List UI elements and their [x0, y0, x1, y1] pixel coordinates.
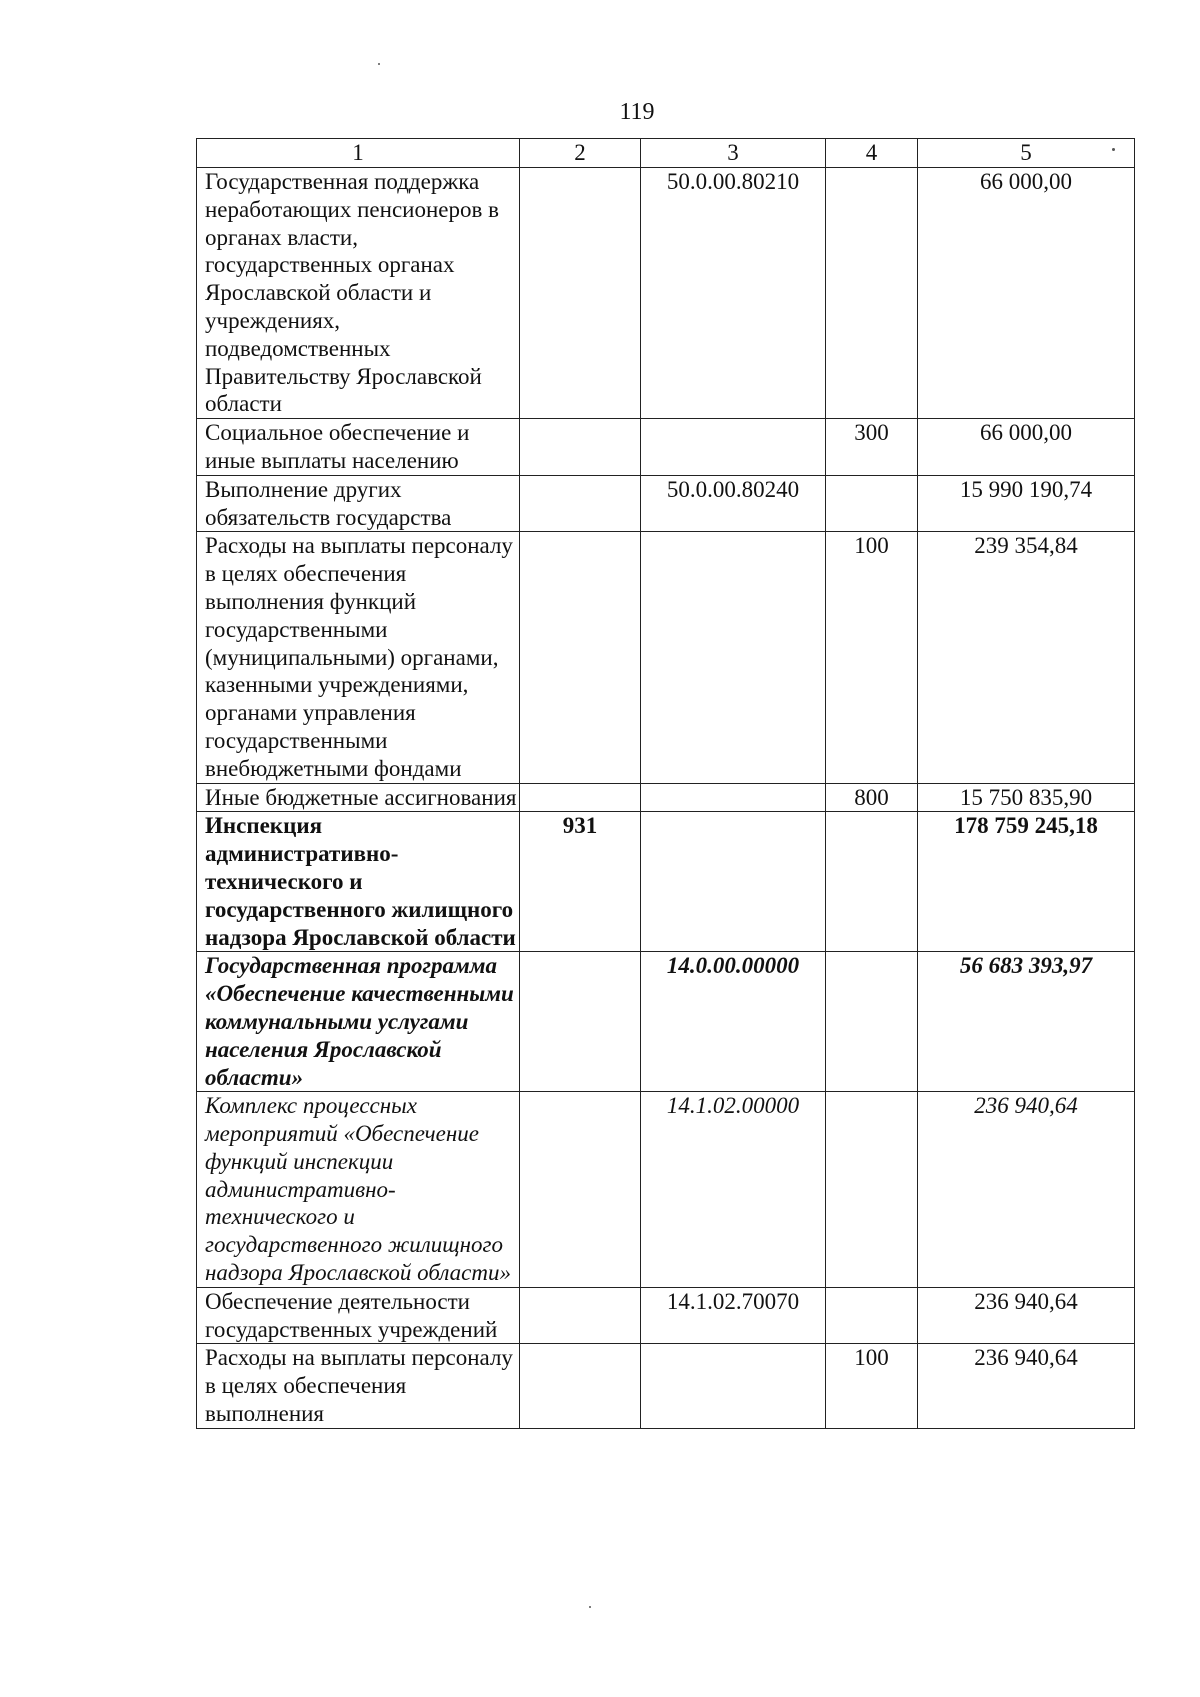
table-row	[197, 1287, 1135, 1344]
column-header-5: 5	[918, 139, 1135, 168]
row-amount-cell: 178 759 245,18	[918, 812, 1135, 952]
row-target-article-cell: 14.1.02.70070	[641, 1287, 826, 1344]
row-expense-type-cell	[826, 1287, 918, 1344]
row-expense-type-cell: 100	[826, 532, 918, 783]
row-expense-type-cell: 100	[826, 1344, 918, 1428]
row-amount-cell: 236 940,64	[918, 1287, 1135, 1344]
scan-speck	[589, 1606, 591, 1608]
row-target-article-cell: 14.1.02.00000	[641, 1092, 826, 1288]
column-header-3: 3	[641, 139, 826, 168]
row-ministry-code-cell	[520, 475, 641, 532]
row-target-article-cell	[641, 419, 826, 476]
row-ministry-code-cell	[520, 1287, 641, 1344]
table-header-row	[197, 139, 1135, 168]
scan-speck	[1112, 148, 1115, 151]
row-ministry-code-cell	[520, 1092, 641, 1288]
row-name-cell: Государственная программа «Обеспечение качественными коммунальными услугами населения Ярославской области»	[197, 952, 520, 1092]
row-ministry-code-cell	[520, 952, 641, 1092]
table-row	[197, 812, 1135, 952]
row-ministry-code-cell	[520, 532, 641, 783]
row-expense-type-cell: 800	[826, 783, 918, 812]
budget-table	[196, 138, 1135, 1429]
row-amount-cell: 15 990 190,74	[918, 475, 1135, 532]
row-name-cell: Обеспечение деятельности государственных учреждений	[197, 1287, 520, 1344]
scan-speck	[378, 63, 380, 65]
row-target-article-cell: 14.0.00.00000	[641, 952, 826, 1092]
row-target-article-cell	[641, 1344, 826, 1428]
column-header-4: 4	[826, 139, 918, 168]
table-row	[197, 783, 1135, 812]
row-amount-cell: 56 683 393,97	[918, 952, 1135, 1092]
table-row	[197, 532, 1135, 783]
table-row	[197, 1092, 1135, 1288]
row-name-cell: Выполнение других обязательств государства	[197, 475, 520, 532]
table-row	[197, 952, 1135, 1092]
row-name-cell: Иные бюджетные ассигнования	[197, 783, 520, 812]
page-number: 119	[619, 99, 655, 125]
row-expense-type-cell	[826, 952, 918, 1092]
table-row	[197, 475, 1135, 532]
row-expense-type-cell	[826, 168, 918, 419]
row-amount-cell: 236 940,64	[918, 1344, 1135, 1428]
row-name-cell: Расходы на выплаты персоналу в целях обеспечения выполнения функций государственными (муниципальными) органами, казенными учреждениями, органами управления государственными внебюджетными фондами	[197, 532, 520, 783]
table-row	[197, 168, 1135, 419]
row-target-article-cell	[641, 783, 826, 812]
row-name-cell: Социальное обеспечение и иные выплаты населению	[197, 419, 520, 476]
row-ministry-code-cell	[520, 168, 641, 419]
row-amount-cell: 15 750 835,90	[918, 783, 1135, 812]
row-amount-cell: 66 000,00	[918, 419, 1135, 476]
row-expense-type-cell: 300	[826, 419, 918, 476]
row-target-article-cell: 50.0.00.80240	[641, 475, 826, 532]
row-expense-type-cell	[826, 475, 918, 532]
row-name-cell: Комплекс процессных мероприятий «Обеспечение функций инспекции административно-технического и государственного жилищного надзора Ярославской области»	[197, 1092, 520, 1288]
column-header-1: 1	[197, 139, 520, 168]
row-name-cell: Инспекция административно-технического и государственного жилищного надзора Ярославской области	[197, 812, 520, 952]
row-ministry-code-cell	[520, 1344, 641, 1428]
row-expense-type-cell	[826, 812, 918, 952]
row-name-cell: Государственная поддержка неработающих пенсионеров в органах власти, государственных органах Ярославской области и учреждениях, подведомственных Правительству Ярославской области	[197, 168, 520, 419]
row-amount-cell: 239 354,84	[918, 532, 1135, 783]
column-header-2: 2	[520, 139, 641, 168]
row-expense-type-cell	[826, 1092, 918, 1288]
row-ministry-code-cell	[520, 419, 641, 476]
row-target-article-cell	[641, 532, 826, 783]
table-row	[197, 419, 1135, 476]
table-row	[197, 1344, 1135, 1428]
row-target-article-cell	[641, 812, 826, 952]
row-ministry-code-cell	[520, 783, 641, 812]
row-amount-cell: 236 940,64	[918, 1092, 1135, 1288]
row-name-cell: Расходы на выплаты персоналу в целях обеспечения выполнения	[197, 1344, 520, 1428]
row-target-article-cell: 50.0.00.80210	[641, 168, 826, 419]
row-amount-cell: 66 000,00	[918, 168, 1135, 419]
row-ministry-code-cell: 931	[520, 812, 641, 952]
